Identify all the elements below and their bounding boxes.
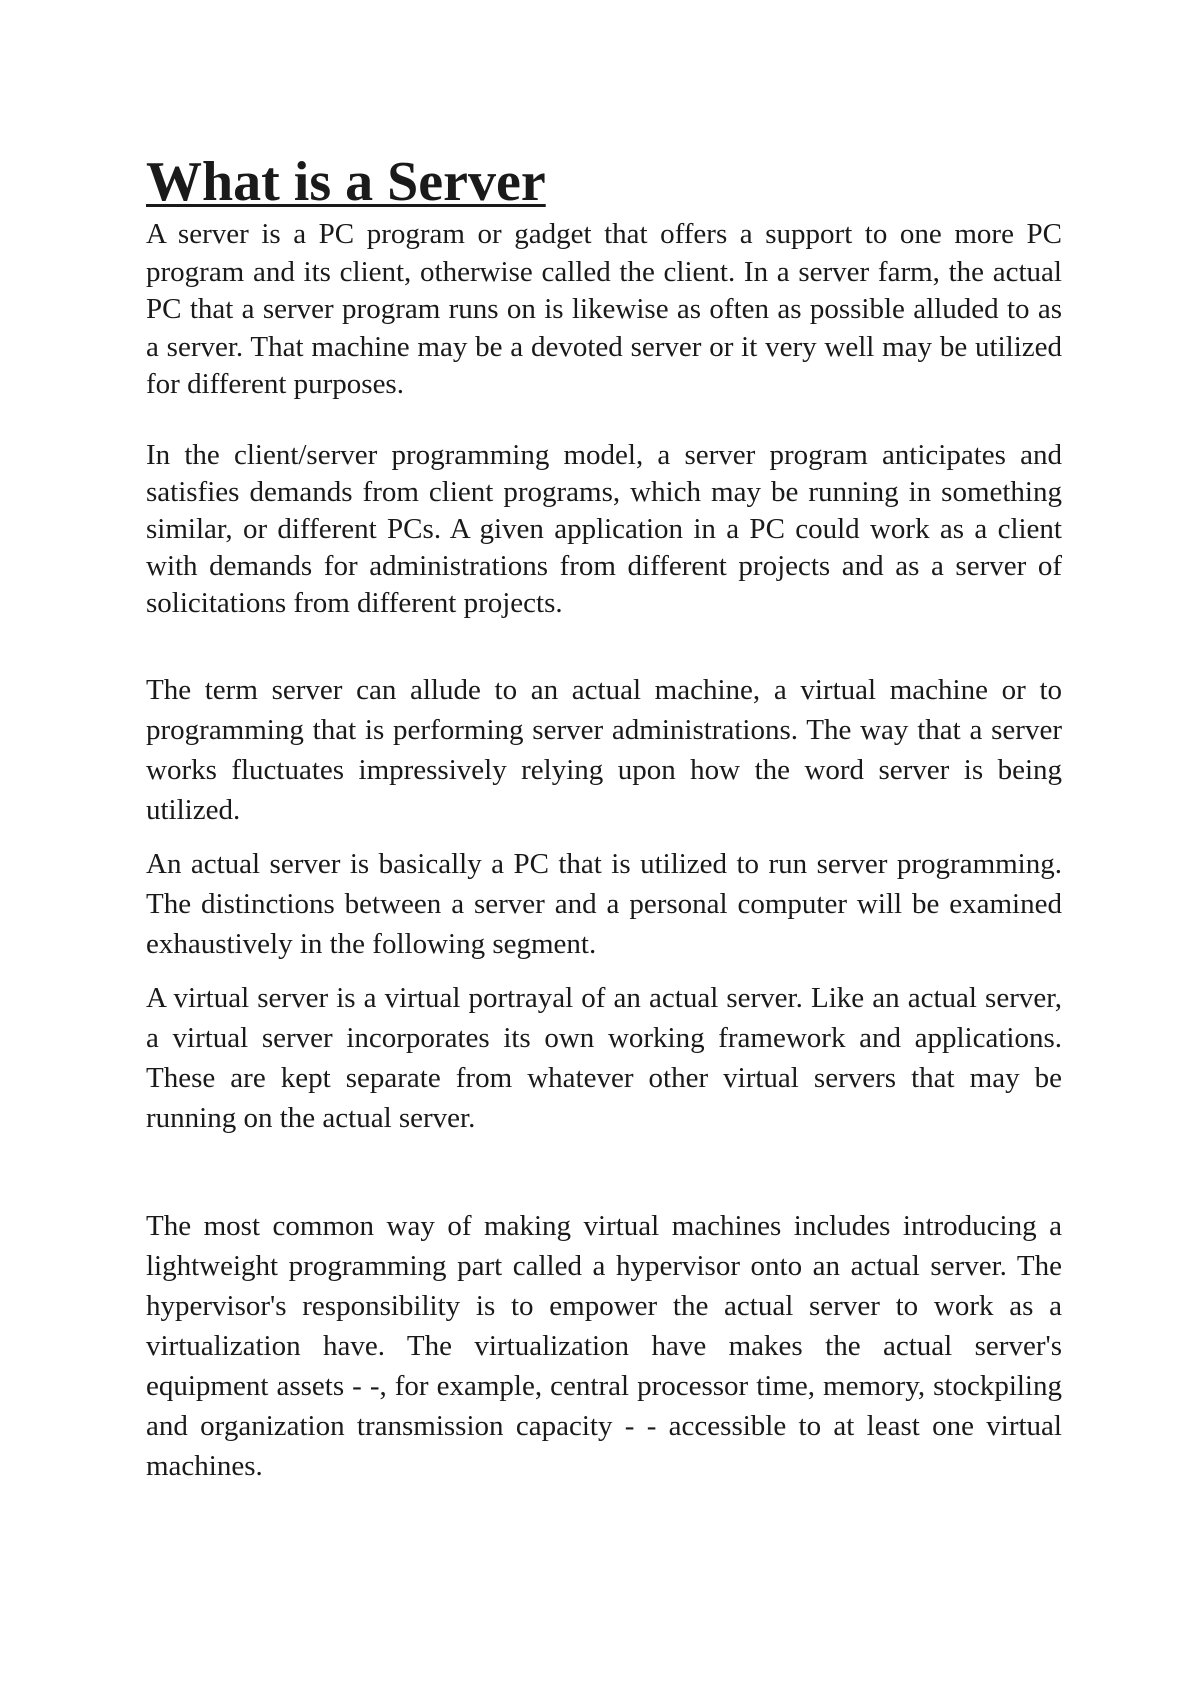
document-title: What is a Server	[146, 151, 546, 213]
paragraph-actual-server: An actual server is basically a PC that is utilized to run server programming. The distinctions between a server and a personal computer will be examined exhaustively in the following segment.	[146, 847, 1062, 960]
paragraph-server-definition: A server is a PC program or gadget that offers a support to one more PC program and its client, otherwise called the client. In a server farm, the actual PC that a server program runs on is likewise as often as possible alluded to as a server. That machine may be a devoted server or it very well may be utilized for different purposes.	[146, 218, 1062, 400]
document-page	[146, 150, 1062, 1486]
paragraph-hypervisor: The most common way of making virtual machines includes introducing a lightweight programming part called a hypervisor onto an actual server. The hypervisor's responsibility is to empower the actual server to work as a virtualization have. The virtualization have makes the actual server's equipment assets - -, for example, central processor time, memory, stockpiling and organization transmission capacity - - accessible to at least one virtual machines.	[146, 1209, 1062, 1482]
paragraph-term-server: The term server can allude to an actual machine, a virtual machine or to programming that is performing server administrations. The way that a server works fluctuates impressively relying upon how the word server is being utilized.	[146, 673, 1062, 826]
paragraph-virtual-server: A virtual server is a virtual portrayal of an actual server. Like an actual server, a virtual server incorporates its own working framework and applications. These are kept separate from whatever other virtual servers that may be running on the actual server.	[146, 981, 1062, 1134]
paragraph-client-server-model: In the client/server programming model, a server program anticipates and satisfies demands from client programs, which may be running in something similar, or different PCs. A given application in a PC could work as a client with demands for administrations from different projects and as a server of solicitations from different projects.	[146, 438, 1062, 619]
